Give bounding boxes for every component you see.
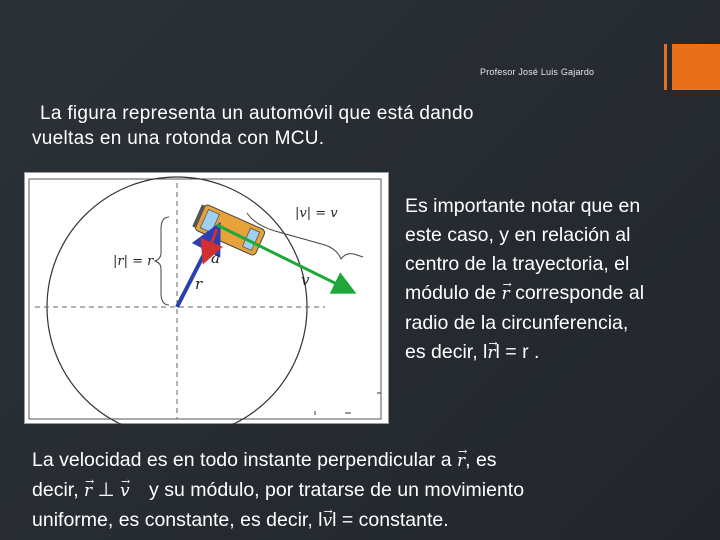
velocity-vector — [217, 225, 351, 291]
radius-brace — [155, 217, 169, 305]
label-v: v — [301, 271, 310, 289]
perpendicular-symbol: ⊥ — [97, 479, 115, 501]
bottom-line-1-post: , es — [465, 449, 497, 471]
note-line-4-pre: módulo de — [405, 282, 497, 304]
figure-svg — [25, 173, 390, 425]
author-credit: Profesor José Luis Gajardo — [480, 67, 595, 77]
velocity-text — [32, 446, 692, 536]
vector-r-symbol: → r — [487, 339, 495, 368]
vector-v-symbol: → v — [120, 477, 130, 506]
note-line-2: este caso, y en relación al — [405, 224, 631, 246]
label-v-magnitude: |v| = v — [295, 206, 338, 221]
intro-text — [32, 101, 592, 151]
accent-line — [664, 44, 667, 90]
vector-v-symbol: → v — [322, 507, 332, 536]
vector-r-symbol: → r — [502, 280, 510, 309]
bottom-line-3-post: l = constante. — [332, 509, 449, 531]
circular-motion-figure — [24, 172, 389, 424]
bottom-line-1 — [32, 446, 692, 476]
note-line-6-pre: es decir, l — [405, 341, 488, 363]
bottom-line-2-pre: decir, — [32, 479, 79, 501]
bottom-line-2 — [32, 476, 692, 506]
intro-line-1: La figura representa un automóvil que está dando — [40, 103, 474, 124]
vector-r-symbol: → r — [457, 447, 465, 476]
intro-line-2: vueltas en una rotonda con MCU. — [32, 128, 325, 149]
note-line-4-post: corresponde al — [515, 282, 645, 304]
bottom-line-3 — [32, 506, 692, 536]
note-line-3: centro de la trayectoria, el — [405, 253, 630, 275]
accent-block — [672, 44, 720, 90]
bottom-line-1-pre: La velocidad es en todo instante perpendicular a — [32, 449, 452, 471]
bottom-line-2-post: y su módulo, por tratarse de un movimiento — [149, 479, 525, 501]
note-line-6 — [405, 338, 715, 368]
note-line-4 — [405, 279, 715, 309]
note-text — [405, 192, 715, 368]
bottom-line-3-pre: uniforme, es constante, es decir, l — [32, 509, 323, 531]
note-line-6-post: l = r . — [495, 341, 540, 363]
label-a: a — [211, 249, 220, 267]
label-r-magnitude: |r| = r — [113, 254, 154, 269]
note-line-1: Es importante notar que en — [405, 195, 641, 217]
note-line-5: radio de la circunferencia, — [405, 312, 629, 334]
label-r: r — [195, 275, 203, 293]
vector-r-symbol: → r — [84, 477, 92, 506]
